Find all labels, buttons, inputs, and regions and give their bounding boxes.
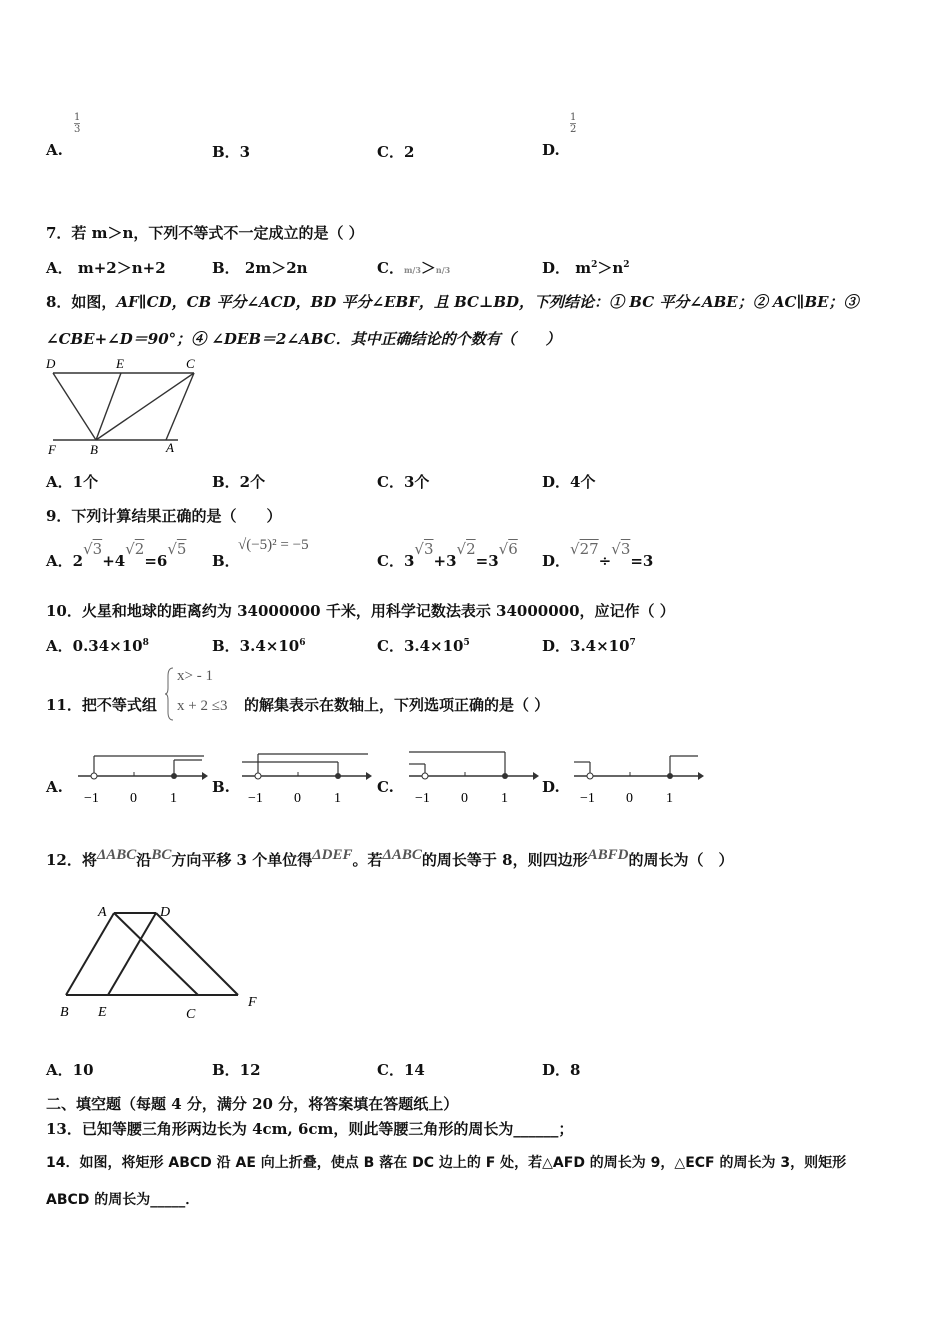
fig8-label-a: A [166, 440, 174, 455]
q11-numberline-c [405, 748, 540, 808]
q7-option-b[interactable]: B． 2m＞2n [212, 259, 308, 277]
fig12-label-c: C [186, 1007, 196, 1022]
q11-system-line1: x> - 1 [177, 668, 213, 684]
fig12-label-b: B [60, 1005, 69, 1020]
fig8-label-b: B [90, 442, 98, 457]
q11-option-d[interactable]: D. [542, 778, 560, 796]
fig12-label-e: E [98, 1005, 107, 1020]
q11-option-b[interactable]: B. [212, 778, 230, 796]
q12-option-c[interactable]: C．14 [377, 1061, 425, 1079]
q12-option-b[interactable]: B．12 [212, 1061, 261, 1079]
q8-option-b[interactable]: B．2个 [212, 473, 266, 491]
nl-b-tick-0: 0 [294, 791, 301, 806]
q14-text-line2: ABCD 的周长为_____． [46, 1192, 200, 1208]
q8-stem-line1: 8．如图，AF∥CD，CB 平分∠ACD，BD 平分∠EBF，且 BC⊥BD，下列结论：① BC 平分∠ABE；② AC∥BE；③ [46, 293, 859, 311]
q11-option-c[interactable]: C. [377, 778, 394, 796]
q7-option-a[interactable]: A． m+2＞n+2 [46, 259, 166, 277]
q10-stem: 10．火星和地球的距离约为 34000000 千米，用科学记数法表示 34000000，应记作（ ） [46, 602, 675, 620]
q6-d-fraction: 1 2 [570, 112, 577, 135]
q8-figure [44, 354, 204, 458]
nl-d-tick-1: 1 [666, 791, 673, 806]
q6-option-c[interactable]: C．2 [377, 143, 415, 161]
nl-d-tick-0: 0 [626, 791, 633, 806]
section-heading-fill-in: 二、填空题（每题 4 分，满分 20 分，将答案填在答题纸上） [46, 1095, 459, 1113]
q7-option-d[interactable]: D． $m^2>n^2$ [542, 259, 630, 277]
fig8-label-f: F [48, 442, 56, 457]
q14-text-line1: 14．如图，将矩形 ABCD 沿 AE 向上折叠，使点 B 落在 DC 边上的 F 处，若△AFD 的周长为 9，△ECF 的周长为 3，则矩形 [46, 1155, 847, 1171]
nl-c-tick-1: 1 [501, 791, 508, 806]
nl-a-tick-0: 0 [130, 791, 137, 806]
q12-figure [48, 898, 268, 1026]
q11-numberline-d [570, 748, 705, 808]
fig8-label-d: D [46, 356, 56, 371]
nl-d-tick-neg1: −1 [580, 791, 595, 806]
q12-stem: 12．将ΔABC沿BC方向平移 3 个单位得ΔDEF。若ΔABC的周长等于 8，则四边形ABFD的周长为（ ） [46, 847, 734, 869]
fig12-label-f: F [248, 995, 257, 1010]
fig12-label-d: D [160, 905, 171, 920]
q12-option-d[interactable]: D．8 [542, 1061, 581, 1079]
q8-stem-line2: ∠CBE+∠D＝90°；④ ∠DEB＝2∠ABC．其中正确结论的个数有（ ） [46, 330, 561, 348]
q10-option-a[interactable]: A．$0.34\times 10^8$ [46, 637, 149, 655]
nl-c-tick-neg1: −1 [415, 791, 430, 806]
q11-numberline-b [238, 748, 373, 808]
q6-option-a[interactable]: A. [46, 141, 63, 159]
nl-c-tick-0: 0 [461, 791, 468, 806]
q10-option-b[interactable]: B．$3.4\times 10^6$ [212, 637, 306, 655]
q11-system-line2: x + 2 ≤3 [177, 698, 228, 714]
q9-stem: 9．下列计算结果正确的是（ ） [46, 507, 282, 525]
fig12-label-a: A [98, 905, 107, 920]
q11-stem-pre: 11．把不等式组 [46, 696, 157, 714]
q9-option-c[interactable]: C．3√3+3√2=3√6 [377, 540, 518, 570]
q13-text: 13．已知等腰三角形两边长为 4cm, 6cm，则此等腰三角形的周长为______； [46, 1120, 574, 1138]
q9-option-a[interactable]: A．2√3+4√2=6√5 [46, 540, 187, 570]
q11-option-a[interactable]: A. [46, 778, 63, 796]
q7-stem: 7．若 m＞n，下列不等式不一定成立的是（ ） [46, 224, 364, 242]
q9-option-b-expr: √(−5)² = −5 [238, 537, 309, 553]
q11-numberline-a [74, 748, 209, 808]
q10-option-c[interactable]: C．$3.4\times 10^5$ [377, 637, 470, 655]
q8-option-d[interactable]: D．4个 [542, 473, 596, 491]
q10-option-d[interactable]: D．$3.4\times 10^7$ [542, 637, 636, 655]
q9-option-d[interactable]: D．√27÷√3=3 [542, 540, 654, 570]
nl-b-tick-1: 1 [334, 791, 341, 806]
q11-stem-post: 的解集表示在数轴上，下列选项正确的是（ ） [244, 696, 550, 714]
q12-option-a[interactable]: A．10 [46, 1061, 94, 1079]
q8-option-a[interactable]: A．1个 [46, 473, 99, 491]
q6-option-b[interactable]: B．3 [212, 143, 251, 161]
q8-option-c[interactable]: C．3个 [377, 473, 430, 491]
q9-option-b-label[interactable]: B． [212, 552, 240, 570]
q7-option-c[interactable]: C．m/3＞n/3 [377, 259, 451, 277]
nl-b-tick-neg1: −1 [248, 791, 263, 806]
q11-brace [165, 666, 175, 722]
nl-a-tick-neg1: −1 [84, 791, 99, 806]
nl-a-tick-1: 1 [170, 791, 177, 806]
q6-a-fraction: 1 3 [74, 112, 81, 135]
fig8-label-c: C [186, 356, 195, 371]
q6-option-d[interactable]: D. [542, 141, 560, 159]
fig8-label-e: E [116, 356, 124, 371]
